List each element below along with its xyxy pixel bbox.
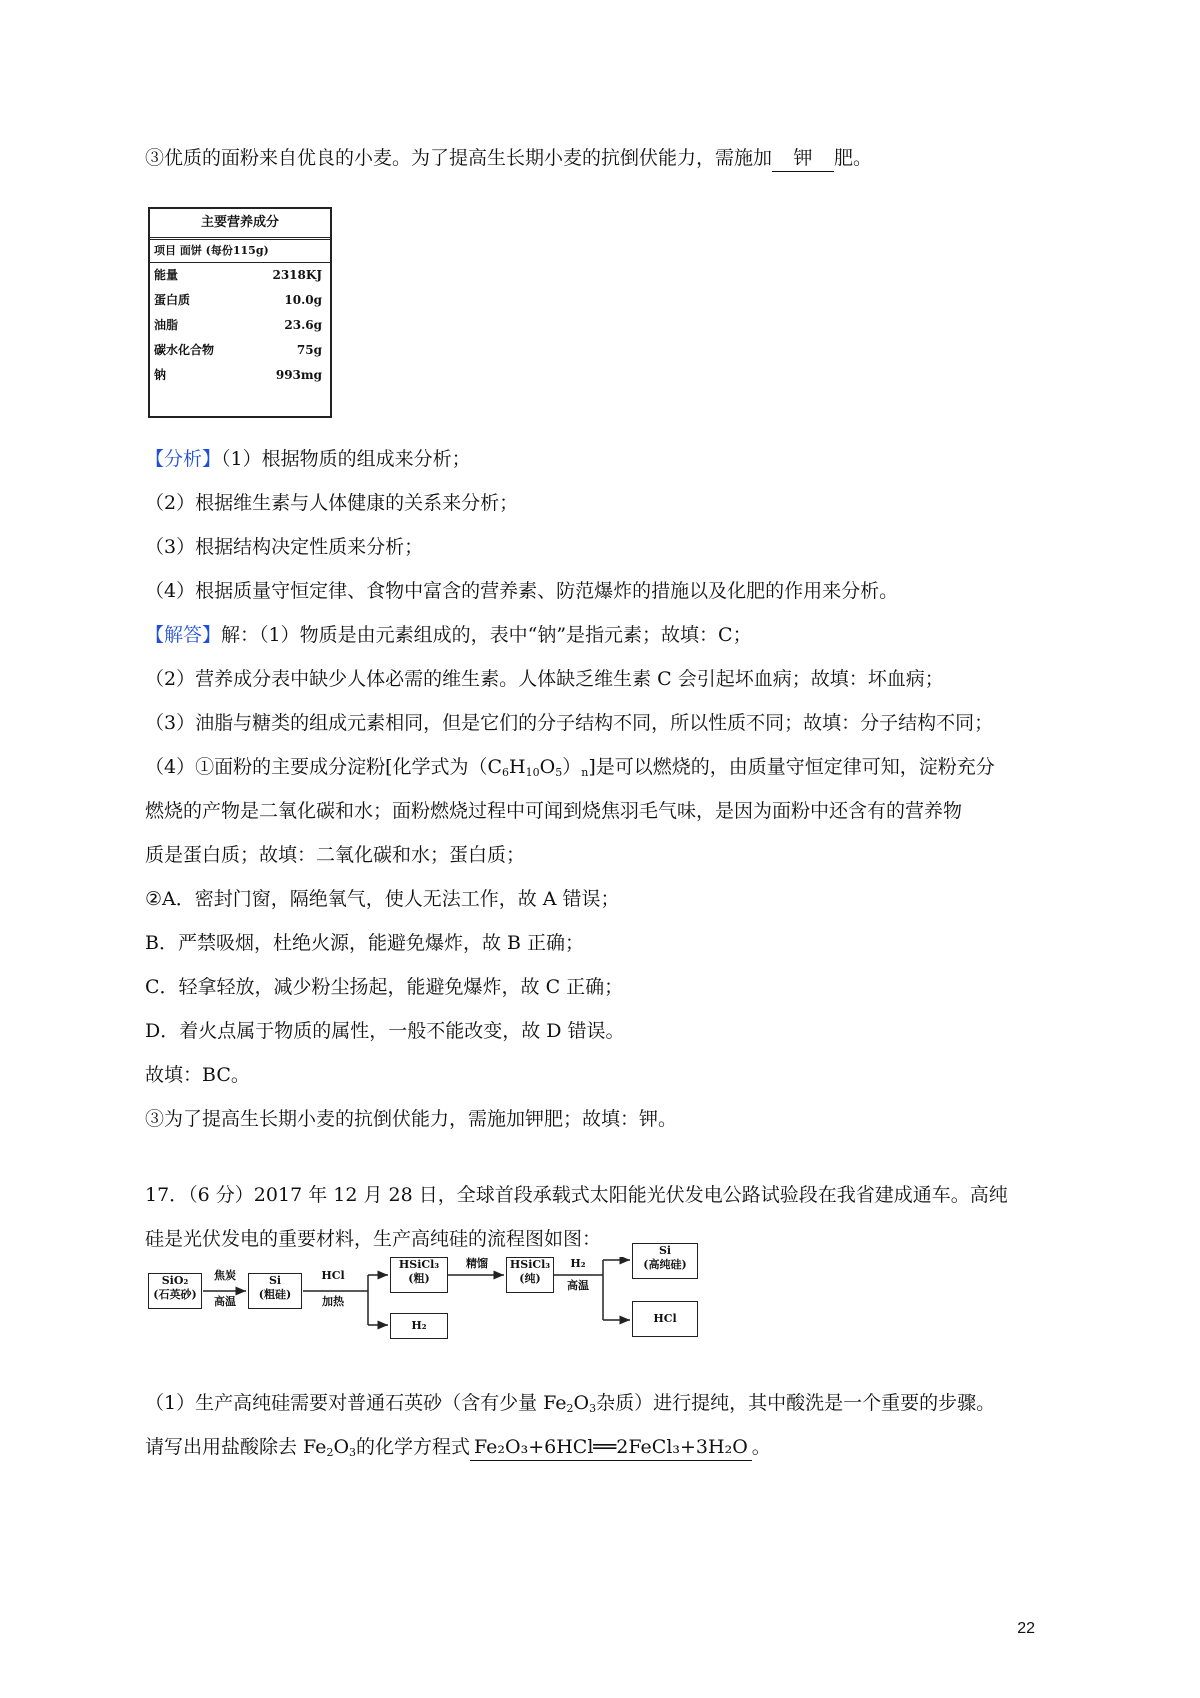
flow-label: 精馏 (466, 1257, 488, 1270)
table-row (150, 363, 330, 388)
formula-subscript: n (581, 766, 589, 779)
answer-line-9: C．轻拿轻放，减少粉尘扬起，能避免爆炸，故 C 正确； (145, 976, 624, 998)
formula-subscript: 6 (502, 766, 510, 779)
analysis-line-3: （3）根据结构决定性质来分析； (145, 536, 424, 558)
formula-part: （1）生产高纯硅需要对普通石英砂（含有少量 Fe (145, 1392, 567, 1414)
q17-line-1: 17．（6 分）2017 年 12 月 28 日，全球首段承载式太阳能光伏发电公路试验段在我省建成通车。高纯 (145, 1184, 1008, 1206)
formula-subscript: 2 (326, 1446, 334, 1459)
row-value: 2318KJ (272, 268, 322, 282)
row-value: 75g (296, 343, 322, 357)
answer-line-6: 质是蛋白质；故填：二氧化碳和水；蛋白质； (145, 844, 526, 866)
flow-label: 焦炭 (214, 1269, 236, 1282)
answer-line-8: B．严禁吸烟，杜绝火源，能避免爆炸，故 B 正确； (145, 932, 585, 954)
flow-box-hcl: HCl (632, 1301, 698, 1337)
flow-box-crude-si (248, 1273, 302, 1309)
formula-part: 。 (751, 1436, 771, 1458)
flow-box-h2: H₂ (390, 1313, 448, 1339)
nutrition-table-title: 主要营养成分 (150, 209, 330, 240)
formula-part: O (333, 1436, 350, 1458)
equation-answer: Fe₂O₃+6HCl══2FeCl₃+3H₂O (470, 1434, 752, 1461)
flow-box-sublabel: (粗硅) (258, 1288, 292, 1301)
analysis-line-2: （2）根据维生素与人体健康的关系来分析； (145, 492, 519, 514)
answer-line-11: 故填：BC。 (145, 1064, 250, 1086)
flow-label: 加热 (322, 1295, 344, 1308)
formula-part: H (509, 756, 526, 778)
analysis-text: （1）根据物质的组成来分析； (221, 448, 471, 470)
flow-box-pure-si (632, 1243, 698, 1279)
flow-box-label: Si (658, 1244, 672, 1257)
flow-box-label: Si (268, 1274, 282, 1287)
answer-line-1 (145, 622, 752, 648)
row-value: 993mg (275, 368, 322, 382)
formula-part: 请写出用盐酸除去 Fe (145, 1436, 327, 1458)
flow-label: H₂ (570, 1257, 586, 1270)
table-row (150, 313, 330, 338)
formula-part: 的化学方程式 (356, 1436, 471, 1458)
flow-box-label: HSiCl₃ (398, 1258, 440, 1271)
answer-line-10: D．着火点属于物质的属性，一般不能改变，故 D 错误。 (145, 1020, 625, 1042)
flow-box-sublabel: (石英砂) (153, 1288, 197, 1301)
flow-label: 高温 (567, 1279, 589, 1292)
flow-box-sublabel: (粗) (408, 1272, 430, 1285)
formula-part: 杂质）进行提纯，其中酸洗是一个重要的步骤。 (596, 1392, 996, 1414)
flow-diagram (148, 1244, 768, 1372)
q17-1-line-1 (145, 1390, 995, 1422)
table-row (150, 263, 330, 288)
formula-part: O (539, 756, 556, 778)
formula-part: ]是可以燃烧的，由质量守恒定律可知，淀粉充分 (588, 756, 995, 778)
analysis-line-1 (145, 446, 471, 472)
row-value: 10.0g (284, 293, 322, 307)
row-name: 油脂 (154, 318, 179, 332)
flow-label: HCl (321, 1269, 345, 1282)
formula-subscript: 2 (566, 1402, 574, 1415)
nutrition-table (148, 207, 332, 418)
table-row (150, 288, 330, 313)
answer-line-12: ③为了提高生长期小麦的抗倒伏能力，需施加钾肥；故填：钾。 (145, 1108, 678, 1130)
formula-subscript: 3 (589, 1402, 597, 1415)
answer-line-7: ②A．密封门窗，隔绝氧气，使人无法工作，故 A 错误； (145, 888, 620, 910)
q3-intro-end: 肥。 (834, 147, 873, 169)
formula-subscript: 5 (555, 766, 563, 779)
flow-box-label: SiO₂ (161, 1274, 189, 1287)
q17-1-line-2 (145, 1434, 771, 1466)
q17-line-2: 硅是光伏发电的重要材料，生产高纯硅的流程图如图： (145, 1228, 602, 1250)
answer-line-3: （3）油脂与糖类的组成元素相同，但是它们的分子结构不同，所以性质不同；故填：分子结构不同； (145, 712, 994, 734)
answer-line-5: 燃烧的产物是二氧化碳和水；面粉燃烧过程中可闻到烧焦羽毛气味，是因为面粉中还含有的营养物 (145, 800, 963, 822)
row-name: 碳水化合物 (154, 343, 215, 357)
row-name: 能量 (154, 268, 179, 282)
formula-part: （4）①面粉的主要成分淀粉[化学式为（C (145, 756, 503, 778)
flow-box-sio2 (148, 1273, 202, 1309)
formula-subscript: 10 (525, 766, 540, 779)
flow-box-sublabel: (高纯硅) (643, 1258, 687, 1271)
row-value: 23.6g (284, 318, 322, 332)
answer-line-4 (145, 754, 995, 786)
q3-intro-line (145, 145, 872, 172)
analysis-line-4: （4）根据质量守恒定律、食物中富含的营养素、防范爆炸的措施以及化肥的作用来分析。 (145, 580, 899, 602)
flow-box-hsicl3-pure (506, 1257, 554, 1293)
answer-blank: 钾 (772, 145, 834, 172)
formula-subscript: 3 (349, 1446, 357, 1459)
flow-box-label: HSiCl₃ (509, 1258, 551, 1271)
flow-box-hsicl3-crude (390, 1257, 448, 1293)
row-name: 钠 (154, 368, 167, 382)
flow-box-sublabel: (纯) (519, 1272, 541, 1285)
answer-line-2: （2）营养成分表中缺少人体必需的维生素。人体缺乏维生素 C 会引起坏血病；故填：坏血病； (145, 668, 944, 690)
analysis-tag: 【分析】 (145, 448, 222, 470)
formula-part: O (573, 1392, 590, 1414)
row-name: 蛋白质 (154, 293, 191, 307)
answer-tag: 【解答】 (145, 624, 222, 646)
formula-part: ） (562, 756, 582, 778)
table-row (150, 338, 330, 363)
page-number: 22 (1017, 1620, 1035, 1637)
answer-text: 解：（1）物质是由元素组成的，表中“钠”是指元素；故填：C； (221, 624, 752, 646)
nutrition-table-subheader: 项目 面饼 (每份115g) (150, 240, 330, 263)
flow-label: 高温 (214, 1295, 236, 1308)
q3-intro-text: ③优质的面粉来自优良的小麦。为了提高生长期小麦的抗倒伏能力，需施加 (145, 147, 773, 169)
